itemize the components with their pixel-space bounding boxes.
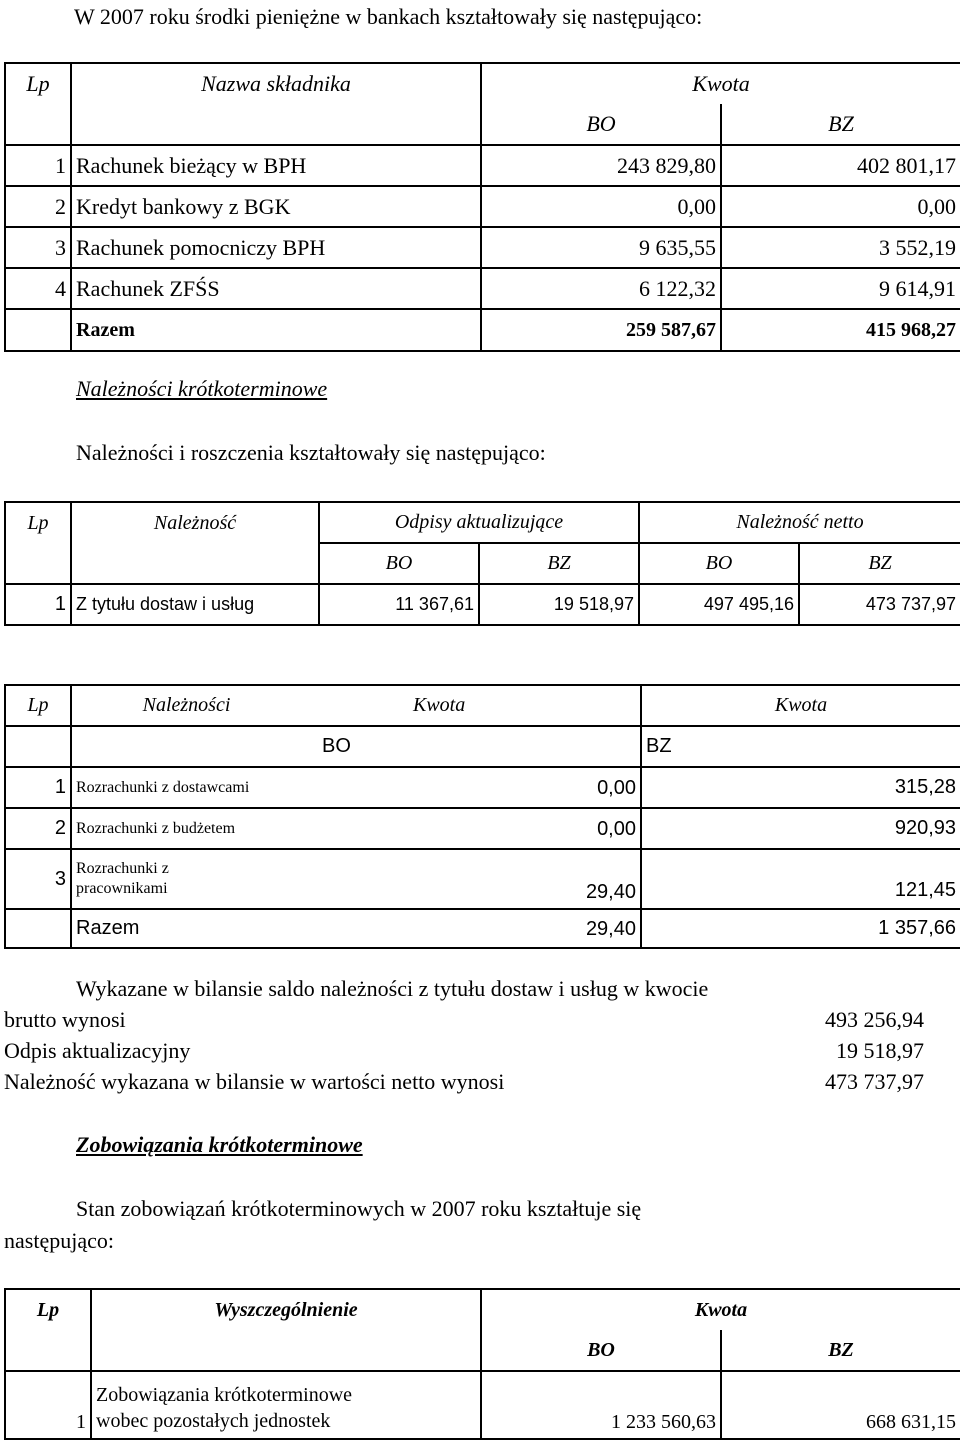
col-header-bo: BO	[481, 104, 721, 145]
row-name-line2: wobec pozostałych jednostek	[96, 1410, 331, 1432]
empty-cell	[5, 309, 71, 351]
row-name-line1: Zobowiązania krótkoterminowe	[96, 1384, 353, 1406]
col-header-bz: BZ	[721, 1330, 960, 1371]
col-header-bz: BZ	[641, 726, 960, 767]
col-header-lp: Lp	[5, 63, 71, 104]
col-header-bz: BZ	[721, 104, 960, 145]
section-heading-receivables: Należności krótkoterminowe	[76, 376, 328, 401]
section-text-receivables: Należności i roszczenia kształtowały się następująco:	[76, 440, 546, 465]
table-row	[5, 268, 960, 309]
summary-netto-value: 473 737,97	[825, 1069, 924, 1094]
col-header-bz: BZ	[479, 543, 639, 584]
summary-odpis-label: Odpis aktualizacyjny	[4, 1038, 191, 1063]
section-heading-liabilities: Zobowiązania krótkoterminowe	[76, 1132, 363, 1157]
col-header-odpisy: Odpisy aktualizujące	[319, 502, 639, 543]
table-row	[5, 145, 960, 186]
total-label: Razem	[71, 309, 481, 351]
total-bo: 29,40	[585, 918, 636, 940]
table-row	[5, 227, 960, 268]
row-name-line2: pracownikami	[76, 880, 168, 897]
name-cell: Rachunek pomocniczy BPH	[71, 227, 481, 268]
col-header-name: Wyszczególnienie	[91, 1289, 481, 1330]
lp-cell: 1	[5, 584, 71, 625]
receivables-table	[4, 501, 960, 626]
row-name: Rozrachunki z dostawcami	[76, 778, 250, 796]
row-name: Rozrachunki z budżetem	[76, 819, 236, 837]
col-header-lp: Lp	[5, 502, 71, 543]
bo-cell: 1 233 560,63	[481, 1371, 721, 1439]
summary-brutto-label: brutto wynosi	[4, 1007, 126, 1032]
bz-cell: 9 614,91	[721, 268, 960, 309]
summary-odpis-value: 19 518,97	[836, 1038, 924, 1063]
empty-cell	[71, 104, 481, 145]
section-text-liabilities-1: Stan zobowiązań krótkoterminowych w 2007 roku kształtuje się	[76, 1196, 642, 1221]
summary-line1: Wykazane w bilansie saldo należności z tytułu dostaw i usług w kwocie	[76, 976, 709, 1001]
empty-cell	[91, 1330, 481, 1371]
name-cell: Rachunek bieżący w BPH	[71, 145, 481, 186]
total-bo: 259 587,67	[481, 309, 721, 351]
table-row	[5, 767, 960, 808]
total-row	[5, 309, 960, 351]
col-header-bo: BO	[319, 543, 479, 584]
lp-cell: 1	[5, 145, 71, 186]
bz-cell: 121,45	[641, 849, 960, 909]
col-header-kwota: Kwota	[481, 1289, 960, 1330]
total-bz: 415 968,27	[721, 309, 960, 351]
col-header-bo: BO	[481, 1330, 721, 1371]
total-row	[5, 909, 960, 948]
bo-value: 29,40	[585, 881, 636, 903]
bo-cell: 243 829,80	[481, 145, 721, 186]
table-row	[5, 849, 960, 909]
value-cell: 11 367,61	[319, 584, 479, 625]
empty-cell	[71, 543, 319, 584]
empty-cell	[5, 909, 71, 948]
lp-cell: 3	[5, 227, 71, 268]
col-header-bo: BO	[639, 543, 799, 584]
name-cell: Rachunek ZFŚS	[71, 268, 481, 309]
table-row	[5, 186, 960, 227]
bo-value: 0,00	[597, 777, 636, 799]
name-cell	[71, 808, 641, 849]
col-header-lp: Lp	[5, 685, 71, 726]
col-header-lp: Lp	[5, 1289, 91, 1330]
name-cell: Z tytułu dostaw i usług	[71, 584, 319, 625]
empty-cell	[5, 104, 71, 145]
value-cell: 473 737,97	[799, 584, 960, 625]
row-name-line1: Rozrachunki z	[76, 860, 169, 877]
col-header-netto: Należność netto	[639, 502, 960, 543]
bz-cell: 315,28	[641, 767, 960, 808]
summary-netto-label: Należność wykazana w bilansie w wartości netto wynosi	[4, 1069, 505, 1094]
lp-cell: 1	[5, 767, 71, 808]
col-header-nal: Należności	[71, 685, 301, 726]
total-label: Razem	[76, 917, 140, 939]
section-text-liabilities-2: następująco:	[4, 1228, 114, 1253]
bo-cell: 9 635,55	[481, 227, 721, 268]
bo-value: 0,00	[597, 818, 636, 840]
col-header-bo: BO	[71, 726, 641, 767]
lp-cell: 1	[5, 1371, 91, 1439]
summary-brutto-value: 493 256,94	[825, 1007, 924, 1032]
col-header-name: Nazwa składnika	[71, 63, 481, 104]
lp-cell: 2	[5, 808, 71, 849]
intro-text: W 2007 roku środki pieniężne w bankach kształtowały się następująco:	[74, 4, 703, 29]
liabilities-table	[4, 1288, 960, 1440]
bz-cell: 668 631,15	[721, 1371, 960, 1439]
total-cell	[71, 909, 641, 948]
name-cell	[71, 767, 641, 808]
settlements-table	[4, 684, 960, 949]
lp-cell: 3	[5, 849, 71, 909]
total-bz: 1 357,66	[641, 909, 960, 948]
col-header-bz: BZ	[799, 543, 960, 584]
name-cell	[71, 849, 641, 909]
table-row	[5, 808, 960, 849]
value-cell: 19 518,97	[479, 584, 639, 625]
col-header-kwota: Kwota	[481, 63, 960, 104]
lp-cell: 4	[5, 268, 71, 309]
table-row	[5, 1371, 960, 1439]
name-cell: Kredyt bankowy z BGK	[71, 186, 481, 227]
empty-cell	[5, 1330, 91, 1371]
empty-cell	[5, 726, 71, 767]
bz-cell: 402 801,17	[721, 145, 960, 186]
table-row	[5, 584, 960, 625]
bz-cell: 3 552,19	[721, 227, 960, 268]
bz-cell: 0,00	[721, 186, 960, 227]
col-header-nal: Należność	[71, 502, 319, 543]
empty-cell	[5, 543, 71, 584]
col-header-kwota1: Kwota	[301, 685, 641, 726]
value-cell: 497 495,16	[639, 584, 799, 625]
name-cell	[91, 1371, 481, 1439]
lp-cell: 2	[5, 186, 71, 227]
bo-cell: 6 122,32	[481, 268, 721, 309]
bz-cell: 920,93	[641, 808, 960, 849]
bo-cell: 0,00	[481, 186, 721, 227]
col-header-kwota2: Kwota	[641, 685, 960, 726]
cash-table	[4, 62, 960, 352]
